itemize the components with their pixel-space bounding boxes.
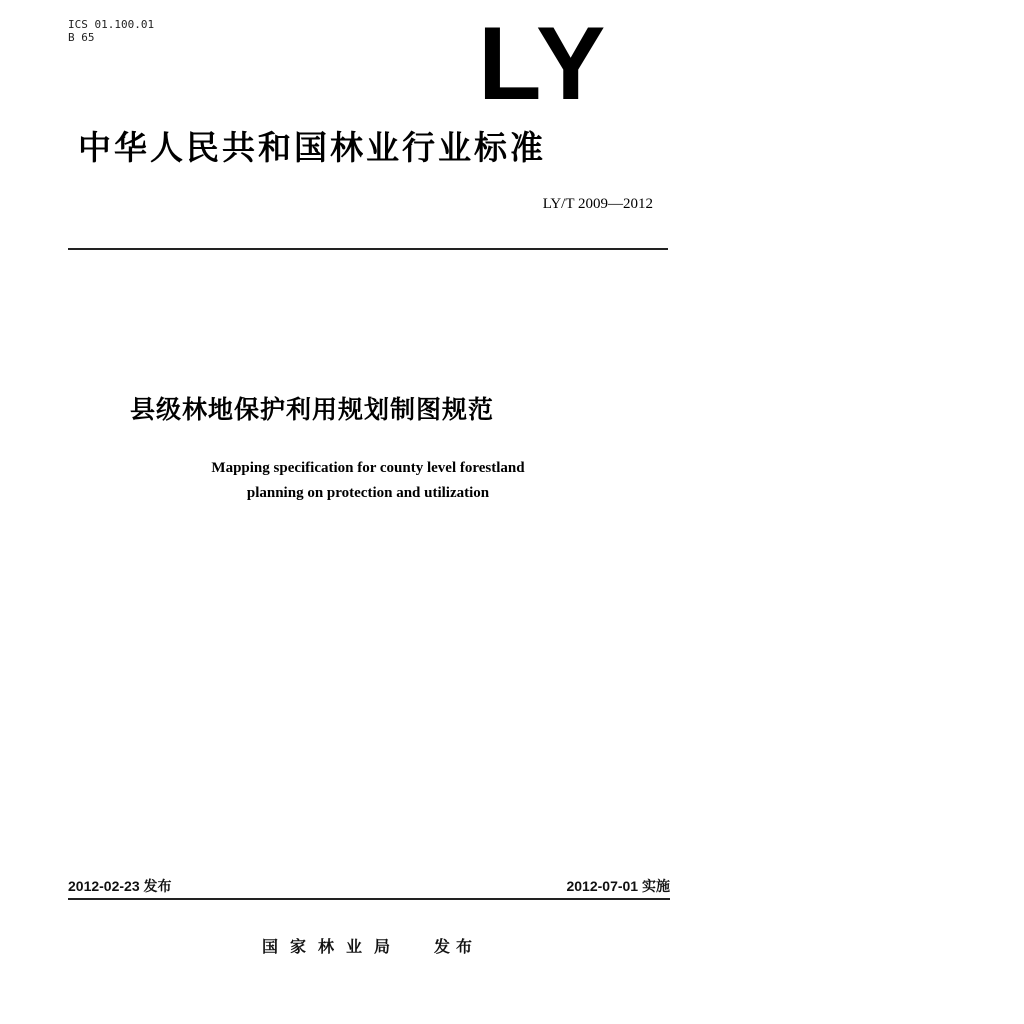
ly-logo: LY (478, 6, 610, 122)
bottom-divider (68, 898, 670, 900)
publisher-name: 国家林业局 (262, 937, 403, 956)
document-title-english-line-2: planning on protection and utilization (246, 485, 490, 501)
standard-number: LY/T 2009—2012 (542, 196, 653, 212)
issue-date: 2012-02-23 发布 (68, 878, 172, 894)
document-title-chinese: 县级林地保护利用规划制图规范 (130, 395, 495, 424)
document-title-english (68, 456, 668, 506)
standard-category-title: 中华人民共和国林业行业标准 (78, 128, 546, 167)
ics-code: ICS 01.100.01 (68, 18, 155, 31)
classification-codes (68, 18, 154, 44)
document-title-english-line-1: Mapping specification for county level forestland (211, 460, 525, 476)
top-divider (68, 248, 668, 250)
ccs-code: B 65 (68, 31, 95, 44)
implementation-date: 2012-07-01 实施 (566, 878, 670, 894)
publish-label: 发布 (434, 937, 479, 956)
